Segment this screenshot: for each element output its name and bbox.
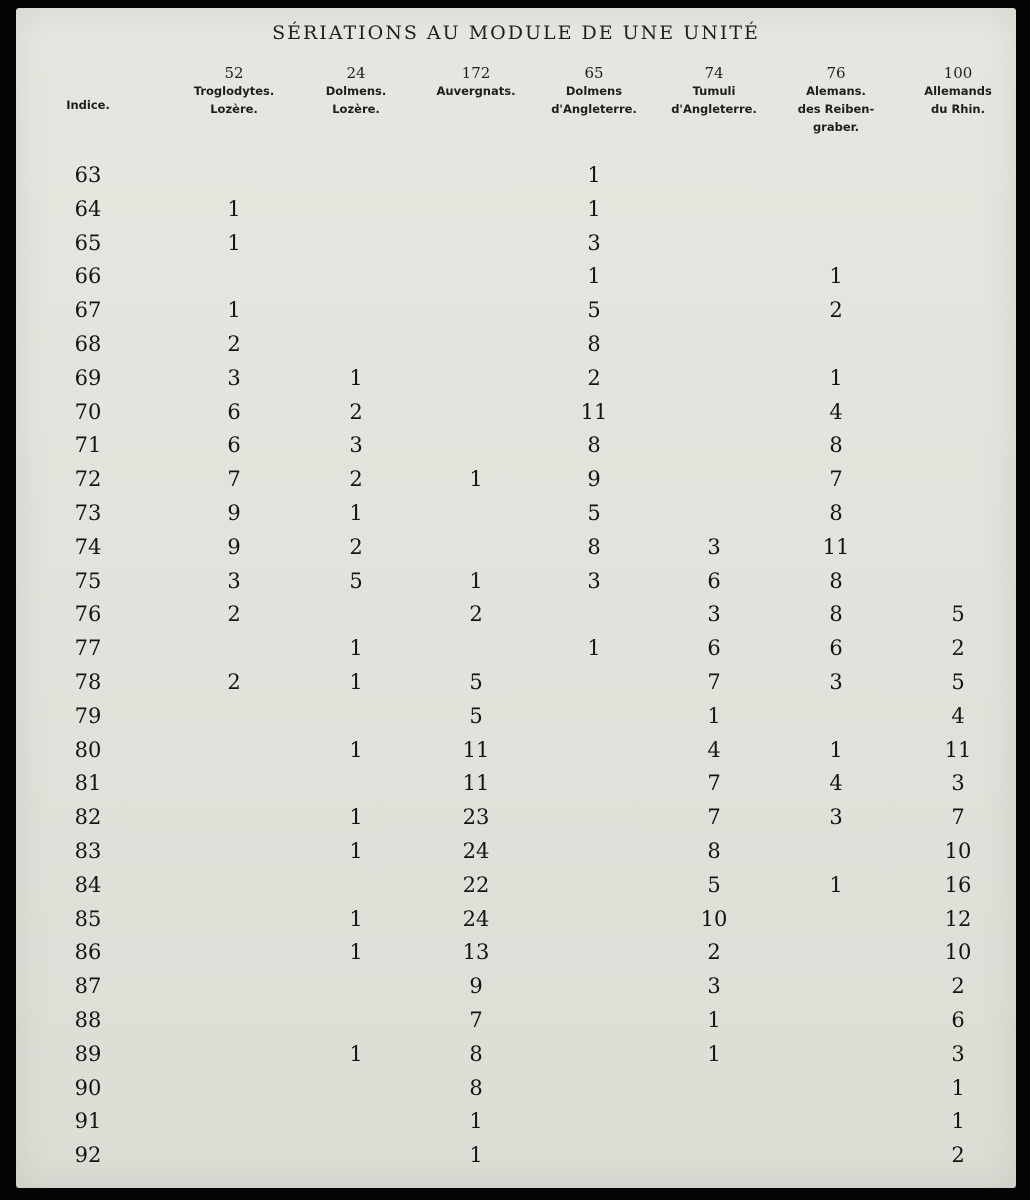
column-header-index: Indice. (66, 98, 110, 112)
value-cell: 1 (829, 737, 843, 762)
value-cell: 1 (349, 365, 363, 390)
table-row (16, 226, 1016, 260)
value-cell: 1 (707, 703, 721, 728)
value-cell: 1 (349, 940, 363, 965)
value-cell: 2 (227, 670, 241, 694)
value-cell: 6 (829, 636, 843, 661)
value-cell: 7 (707, 805, 721, 830)
index-cell: 73 (74, 501, 102, 525)
column-header (524, 64, 664, 118)
value-cell: 2 (951, 1143, 965, 1168)
value-cell: 3 (951, 771, 965, 796)
value-cell: 12 (944, 906, 972, 931)
index-cell: 68 (74, 332, 102, 356)
index-cell: 77 (74, 636, 102, 661)
column-header (644, 64, 784, 118)
value-cell: 1 (469, 568, 483, 593)
value-cell: 5 (469, 703, 483, 728)
index-cell: 63 (74, 163, 102, 187)
column-header (766, 64, 906, 136)
column-count: 76 (826, 64, 846, 82)
value-cell: 3 (707, 602, 721, 627)
value-cell: 7 (707, 771, 721, 796)
value-cell: 8 (829, 501, 843, 525)
value-cell: 1 (951, 1109, 965, 1134)
value-cell: 8 (829, 568, 843, 593)
index-cell: 89 (74, 1041, 102, 1066)
value-cell: 2 (349, 467, 363, 492)
table-row (16, 1104, 1016, 1138)
value-cell: 10 (944, 940, 972, 965)
value-cell: 1 (469, 1109, 483, 1134)
table-row (16, 361, 1016, 395)
table-row (16, 699, 1016, 733)
document-page (16, 8, 1016, 1188)
index-cell: 85 (74, 906, 102, 931)
table-row (16, 496, 1016, 530)
index-cell: 64 (74, 196, 102, 221)
column-label: Dolmens. (325, 84, 387, 98)
value-cell: 3 (587, 230, 601, 255)
column-header (286, 64, 426, 118)
value-cell: 7 (951, 805, 965, 830)
column-label: Lozère. (332, 102, 380, 116)
value-cell: 3 (587, 568, 601, 593)
value-cell: 8 (469, 1075, 483, 1100)
table-row (16, 192, 1016, 226)
table-row (16, 902, 1016, 936)
value-cell: 6 (227, 399, 241, 424)
table-row (16, 766, 1016, 800)
index-cell: 72 (74, 467, 102, 492)
table-row (16, 1037, 1016, 1071)
value-cell: 11 (822, 534, 850, 559)
value-cell: 5 (469, 670, 483, 694)
value-cell: 9 (227, 534, 241, 559)
value-cell: 11 (944, 737, 972, 762)
value-cell: 9 (469, 974, 483, 999)
value-cell: 3 (829, 670, 843, 694)
column-label: d'Angleterre. (671, 102, 757, 116)
value-cell: 3 (227, 568, 241, 593)
value-cell: 7 (829, 467, 843, 492)
value-cell: 8 (829, 433, 843, 458)
value-cell: 22 (462, 872, 490, 897)
value-cell: 2 (227, 332, 241, 356)
value-cell: 1 (349, 501, 363, 525)
value-cell: 1 (349, 670, 363, 694)
value-cell: 1 (349, 805, 363, 830)
column-label: Alemans. (806, 84, 866, 98)
value-cell: 11 (580, 399, 608, 424)
index-cell: 78 (74, 670, 102, 694)
table-row (16, 1071, 1016, 1105)
table-row (16, 158, 1016, 192)
index-cell: 75 (74, 568, 102, 593)
value-cell: 1 (587, 163, 601, 187)
value-cell: 8 (587, 534, 601, 559)
value-cell: 1 (829, 264, 843, 289)
value-cell: 24 (462, 839, 490, 863)
column-label: graber. (812, 120, 860, 134)
table-row (16, 969, 1016, 1003)
value-cell: 1 (587, 264, 601, 289)
table-row (16, 868, 1016, 902)
value-cell: 8 (469, 1041, 483, 1066)
value-cell: 5 (587, 298, 601, 323)
value-cell: 2 (227, 602, 241, 627)
value-cell: 3 (349, 433, 363, 458)
value-cell: 2 (469, 602, 483, 627)
value-cell: 24 (462, 906, 490, 931)
value-cell: 5 (707, 872, 721, 897)
value-cell: 7 (469, 1008, 483, 1032)
value-cell: 3 (707, 974, 721, 999)
table-row (16, 428, 1016, 462)
value-cell: 9 (587, 467, 601, 492)
value-cell: 4 (951, 703, 965, 728)
value-cell: 1 (227, 298, 241, 323)
value-cell: 6 (951, 1008, 965, 1032)
column-label: Auvergnats. (436, 84, 516, 98)
value-cell: 1 (227, 196, 241, 221)
value-cell: 2 (707, 940, 721, 965)
index-cell: 90 (74, 1075, 102, 1100)
value-cell: 11 (462, 737, 490, 762)
table-row (16, 395, 1016, 429)
value-cell: 5 (587, 501, 601, 525)
value-cell: 8 (707, 839, 721, 863)
value-cell: 1 (829, 365, 843, 390)
table-row (16, 935, 1016, 969)
table-row (16, 597, 1016, 631)
index-cell: 92 (74, 1143, 102, 1168)
value-cell: 2 (587, 365, 601, 390)
index-cell: 65 (74, 230, 102, 255)
table-title: SÉRIATIONS AU MODULE DE UNE UNITÉ (272, 22, 760, 44)
index-cell: 88 (74, 1008, 102, 1032)
column-label: d'Angleterre. (551, 102, 637, 116)
table-row (16, 1003, 1016, 1037)
index-cell: 70 (74, 399, 102, 424)
index-cell: 86 (74, 940, 102, 965)
table-row (16, 293, 1016, 327)
value-cell: 3 (829, 805, 843, 830)
value-cell: 1 (951, 1075, 965, 1100)
column-count: 24 (346, 64, 366, 82)
column-label: des Reiben- (797, 102, 875, 116)
index-cell: 82 (74, 805, 102, 830)
value-cell: 1 (349, 906, 363, 931)
column-label: Tumuli (692, 84, 736, 98)
value-cell: 1 (349, 737, 363, 762)
value-cell: 1 (707, 1008, 721, 1032)
index-cell: 69 (74, 365, 102, 390)
value-cell: 6 (707, 568, 721, 593)
table-row (16, 834, 1016, 868)
value-cell: 2 (829, 298, 843, 323)
value-cell: 2 (951, 974, 965, 999)
value-cell: 1 (349, 636, 363, 661)
value-cell: 5 (951, 670, 965, 694)
column-count: 100 (943, 64, 973, 82)
index-cell: 84 (74, 872, 102, 897)
index-cell: 91 (74, 1109, 102, 1134)
value-cell: 4 (707, 737, 721, 762)
value-cell: 3 (707, 534, 721, 559)
value-cell: 8 (829, 602, 843, 627)
value-cell: 1 (707, 1041, 721, 1066)
column-label: Allemands (924, 84, 992, 98)
index-cell: 79 (74, 703, 102, 728)
table-row (16, 462, 1016, 496)
value-cell: 7 (707, 670, 721, 694)
value-cell: 4 (829, 771, 843, 796)
index-cell: 80 (74, 737, 102, 762)
index-cell: 83 (74, 839, 102, 863)
value-cell: 10 (700, 906, 728, 931)
column-label: Troglodytes. (193, 84, 275, 98)
column-label: Dolmens (565, 84, 623, 98)
index-cell: 66 (74, 264, 102, 289)
value-cell: 2 (349, 534, 363, 559)
value-cell: 3 (951, 1041, 965, 1066)
value-cell: 1 (349, 1041, 363, 1066)
table-row (16, 631, 1016, 665)
value-cell: 23 (462, 805, 490, 830)
value-cell: 6 (707, 636, 721, 661)
value-cell: 8 (587, 433, 601, 458)
value-cell: 1 (829, 872, 843, 897)
value-cell: 5 (951, 602, 965, 627)
table-row (16, 327, 1016, 361)
table-row (16, 800, 1016, 834)
value-cell: 2 (951, 636, 965, 661)
index-cell: 81 (74, 771, 102, 796)
column-header (164, 64, 304, 118)
column-count: 52 (224, 64, 244, 82)
index-cell: 74 (74, 534, 102, 559)
column-count: 172 (461, 64, 491, 82)
table-row (16, 564, 1016, 598)
column-label: du Rhin. (931, 102, 985, 116)
column-count: 65 (584, 64, 604, 82)
index-cell: 71 (74, 433, 102, 458)
index-cell: 67 (74, 298, 102, 323)
column-label: Lozère. (210, 102, 258, 116)
index-cell: 87 (74, 974, 102, 999)
value-cell: 10 (944, 839, 972, 863)
table-row (16, 1138, 1016, 1172)
table-row (16, 530, 1016, 564)
value-cell: 5 (349, 568, 363, 593)
index-cell: 76 (74, 602, 102, 627)
value-cell: 4 (829, 399, 843, 424)
table-row (16, 733, 1016, 767)
value-cell: 1 (349, 839, 363, 863)
column-header (888, 64, 1028, 118)
table-row (16, 665, 1016, 699)
value-cell: 1 (587, 196, 601, 221)
value-cell: 3 (227, 365, 241, 390)
value-cell: 1 (587, 636, 601, 661)
value-cell: 16 (944, 872, 972, 897)
value-cell: 13 (462, 940, 490, 965)
value-cell: 7 (227, 467, 241, 492)
value-cell: 11 (462, 771, 490, 796)
value-cell: 1 (469, 467, 483, 492)
column-count: 74 (704, 64, 724, 82)
value-cell: 6 (227, 433, 241, 458)
value-cell: 2 (349, 399, 363, 424)
table-row (16, 259, 1016, 293)
value-cell: 8 (587, 332, 601, 356)
value-cell: 1 (227, 230, 241, 255)
value-cell: 9 (227, 501, 241, 525)
value-cell: 1 (469, 1143, 483, 1168)
